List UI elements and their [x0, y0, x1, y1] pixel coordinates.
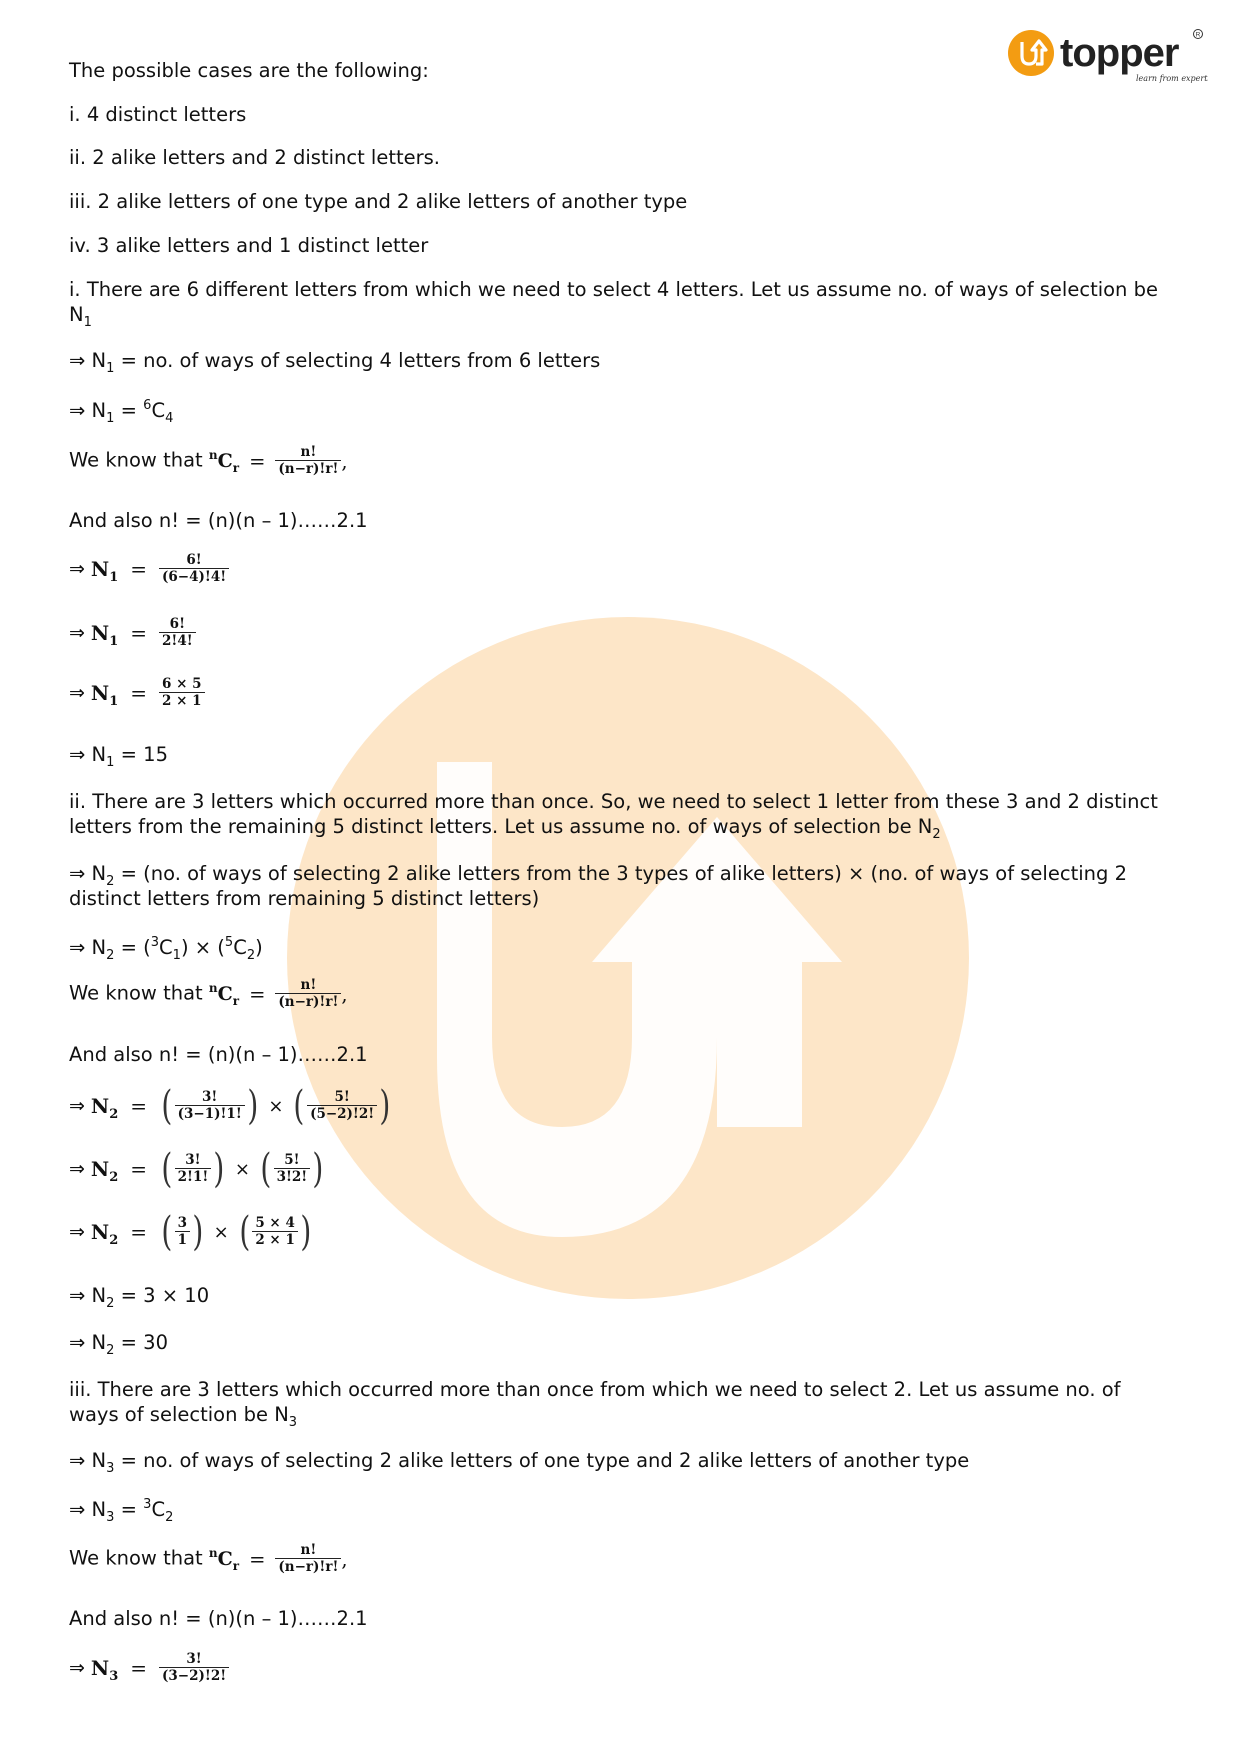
- n2-combination: ⇒ $N_2 = (^3C_1) \times (^5C_2)$: [69, 935, 263, 963]
- n-letter: N: [91, 743, 107, 766]
- n2-symbol: [90, 1094, 119, 1122]
- subscript: r: [232, 460, 240, 475]
- n-letter: N: [90, 1157, 110, 1181]
- denominator: (6−4)!4!: [159, 568, 229, 585]
- n1-value: = 15: [114, 743, 168, 766]
- subscript: 1: [106, 361, 115, 376]
- topper-watermark: [287, 617, 969, 1299]
- superscript: 6: [143, 398, 152, 413]
- equals: =: [130, 621, 148, 645]
- fraction: [159, 617, 196, 649]
- paren-group: ( $\frac{5!}{(5-2)!2!}$ ): [293, 1083, 391, 1129]
- svg-text:topper: topper: [1060, 31, 1179, 75]
- ncr-expression: [209, 978, 348, 1010]
- equals-open: = (: [114, 936, 151, 959]
- n2-definition: [69, 861, 1174, 911]
- ncr-expression: [209, 445, 348, 477]
- denominator: 2!1!: [175, 1168, 212, 1185]
- fraction: [175, 1090, 245, 1122]
- n3-def-text: = no. of ways of selecting 2 alike letters of one type and 2 alike letters of another type: [114, 1449, 970, 1472]
- comma: ,: [341, 1547, 348, 1571]
- part-i-intro: [69, 277, 1174, 330]
- case-iv: [69, 233, 428, 258]
- n-letter: N: [91, 936, 107, 959]
- implies-arrow: ⇒: [69, 1449, 86, 1472]
- superscript: 3: [150, 935, 160, 950]
- numerator: 6 × 5: [162, 676, 202, 692]
- n2-symbol: [90, 1157, 119, 1185]
- n2-symbol: [90, 1220, 119, 1248]
- implies-arrow: ⇒: [69, 936, 86, 959]
- numerator: 3: [177, 1215, 188, 1231]
- n1-step-1: [69, 553, 229, 585]
- implies-arrow: ⇒: [69, 1158, 85, 1180]
- n3-definition: [69, 1448, 970, 1476]
- implies-arrow: ⇒: [69, 1657, 85, 1679]
- part-i-text: i. There are 6 different letters from which we need to select 4 letters. Let us assume no. of ways of selection be N: [69, 278, 1158, 326]
- subscript: 3: [106, 1510, 115, 1525]
- n1-symbol: [90, 681, 119, 709]
- numerator: n!: [300, 1542, 317, 1558]
- c-symbol: C: [217, 1547, 233, 1570]
- n1-definition: [69, 348, 601, 376]
- subscript: 1: [109, 694, 119, 709]
- subscript: 3: [106, 1461, 115, 1476]
- paren-group: ( $\frac{3!}{2!1!}$ ): [161, 1146, 225, 1192]
- factorial-text: And also n! = (n)(n – 1)……2.1: [69, 509, 368, 532]
- equals: =: [130, 1157, 148, 1181]
- ncr-expression: [209, 1543, 348, 1575]
- n-letter: N: [91, 1449, 107, 1472]
- n2-result: [69, 1330, 168, 1358]
- equals: =: [114, 399, 144, 422]
- comma: ,: [341, 449, 348, 473]
- denominator: 2 × 1: [159, 692, 205, 709]
- part-ii-text: ii. There are 3 letters which occurred more than once. So, we need to select 1 letter from these 3 and 2 distinct letters from the remaining 5 distinct letters. Let us assume no. of ways of selection be N: [69, 790, 1158, 838]
- subscript: r: [232, 1558, 240, 1573]
- fraction: [274, 1153, 311, 1185]
- n-letter: N: [90, 1094, 110, 1118]
- superscript: 3: [143, 1497, 152, 1512]
- implies-arrow: ⇒: [69, 1331, 86, 1354]
- n-letter: N: [90, 1220, 110, 1244]
- denominator: (3−2)!2!: [159, 1667, 229, 1684]
- case-i: [69, 102, 246, 127]
- paren-group: ( $\frac{3!}{(3-1)!1!}$ ): [161, 1083, 259, 1129]
- paren-group: ( $\frac{5!}{3!2!}$ ): [260, 1146, 324, 1192]
- n-letter: N: [91, 1284, 107, 1307]
- times: ×: [234, 1158, 250, 1180]
- fraction: [307, 1090, 377, 1122]
- case-iii-label: iii. 2 alike letters of one type and 2 alike letters of another type: [69, 190, 688, 213]
- n-letter: N: [90, 557, 110, 581]
- n2-step-3: [69, 1209, 313, 1255]
- subscript: 1: [83, 315, 92, 330]
- subscript: 1: [106, 755, 115, 770]
- numerator: 3!: [186, 1651, 202, 1667]
- equals: =: [130, 1094, 148, 1118]
- equals: =: [130, 681, 148, 705]
- numerator: 3!: [185, 1152, 201, 1168]
- n2-product: [69, 1283, 210, 1311]
- subscript: 4: [165, 411, 174, 426]
- implies-arrow: ⇒: [69, 743, 86, 766]
- factorial-def-2: [69, 1042, 368, 1067]
- c-symbol: C: [159, 936, 173, 959]
- c-symbol: C: [151, 1498, 166, 1521]
- implies-arrow: ⇒: [69, 1284, 86, 1307]
- case-i-label: i. 4 distinct letters: [69, 103, 247, 126]
- numerator: 5!: [334, 1089, 350, 1105]
- ncr-formula-3: [69, 1543, 348, 1575]
- n1-step-2: [69, 617, 196, 649]
- fraction: [275, 445, 341, 477]
- implies-arrow: ⇒: [69, 862, 86, 885]
- times: ×: [194, 936, 212, 959]
- denominator: (n−r)!r!: [275, 460, 341, 477]
- subscript: 2: [246, 948, 256, 963]
- n-letter: N: [90, 621, 110, 645]
- subscript: 1: [109, 570, 119, 585]
- equals: =: [249, 449, 266, 473]
- part-iii-text: iii. There are 3 letters which occurred more than once from which we need to select 2. Let us assume no. of ways of selection be N: [69, 1378, 1121, 1426]
- times: ×: [213, 1221, 229, 1243]
- n1-lhs: ⇒ N: [69, 349, 107, 372]
- subscript: 3: [288, 1415, 298, 1430]
- numerator: n!: [300, 444, 317, 460]
- svg-text:R: R: [1195, 31, 1201, 39]
- know-label: We know that: [69, 981, 203, 1005]
- comma: ,: [341, 982, 348, 1006]
- factorial-def-3: [69, 1606, 368, 1631]
- implies-arrow: ⇒: [69, 682, 85, 704]
- subscript: 2: [106, 948, 115, 963]
- factorial-def-1: [69, 508, 368, 533]
- numerator: 6!: [186, 552, 202, 568]
- factorial-text: And also n! = (n)(n – 1)……2.1: [69, 1043, 368, 1066]
- n-letter: N: [91, 862, 107, 885]
- denominator: 1: [175, 1231, 190, 1248]
- n1-combination: [69, 398, 174, 426]
- paren-group: ( $\frac{3}{1}$ ): [161, 1209, 204, 1255]
- n1-symbol: [90, 621, 119, 649]
- superscript: 5: [224, 935, 234, 950]
- subscript: 2: [106, 874, 115, 889]
- ncr-formula-2: [69, 978, 348, 1010]
- know-label: We know that: [69, 1546, 203, 1570]
- c-symbol: C: [217, 449, 233, 472]
- n3-symbol: [90, 1656, 119, 1684]
- fraction: [159, 677, 205, 709]
- topper-logo: [1008, 26, 1208, 88]
- subscript: 2: [165, 1510, 174, 1525]
- denominator: (n−r)!r!: [275, 1558, 341, 1575]
- implies-arrow: ⇒: [69, 622, 85, 644]
- fraction: [175, 1216, 190, 1248]
- case-ii: [69, 145, 440, 170]
- n-letter: N: [90, 1656, 110, 1680]
- subscript: 3: [109, 1669, 119, 1684]
- superscript: n: [208, 980, 218, 995]
- subscript: 1: [106, 411, 115, 426]
- numerator: 5 × 4: [255, 1215, 295, 1231]
- subscript: 2: [109, 1233, 119, 1248]
- c-symbol: C: [233, 936, 247, 959]
- equals: =: [249, 982, 266, 1006]
- n2-product-text: = 3 × 10: [114, 1284, 210, 1307]
- n2-step-1: [69, 1083, 393, 1129]
- n2-def-text: = (no. of ways of selecting 2 alike letters from the 3 types of alike letters) × (no. of ways of selecting 2 distinct letters from remaining 5 distinct letters): [69, 862, 1127, 910]
- factorial-text: And also n! = (n)(n – 1)……2.1: [69, 1607, 368, 1630]
- implies-arrow: ⇒: [69, 1221, 85, 1243]
- subscript: 2: [932, 827, 941, 842]
- equals: =: [130, 557, 148, 581]
- c-symbol: C: [217, 982, 233, 1005]
- n1-lhs: ⇒ N: [69, 399, 107, 422]
- fraction: [252, 1216, 298, 1248]
- subscript: r: [232, 993, 240, 1008]
- n1-step-3: [69, 677, 205, 709]
- denominator: (3−1)!1!: [175, 1105, 245, 1122]
- denominator: (n−r)!r!: [275, 993, 341, 1010]
- n-letter: N: [90, 681, 110, 705]
- numerator: 5!: [284, 1152, 300, 1168]
- equals: =: [120, 1498, 137, 1521]
- fraction: [175, 1153, 212, 1185]
- implies-arrow: ⇒: [69, 558, 85, 580]
- equals: =: [249, 1547, 266, 1571]
- n3-combination: [69, 1497, 174, 1525]
- denominator: (5−2)!2!: [307, 1105, 377, 1122]
- n1-symbol: [90, 557, 119, 585]
- n-letter: N: [91, 1498, 107, 1521]
- fraction: [275, 978, 341, 1010]
- topper-logo-mark: [1008, 26, 1208, 88]
- implies-arrow: ⇒: [69, 1095, 85, 1117]
- superscript: n: [208, 1545, 218, 1560]
- ncr-formula-1: [69, 445, 348, 477]
- ncr-symbol: [209, 1547, 239, 1572]
- denominator: 2 × 1: [252, 1231, 298, 1248]
- numerator: 6!: [169, 616, 185, 632]
- paren-group: ( $\frac{5 \times 4}{2 \times 1}$ ): [239, 1209, 312, 1255]
- part-ii-intro: [69, 789, 1174, 842]
- subscript: 1: [109, 634, 119, 649]
- case-iv-label: iv. 3 alike letters and 1 distinct letter: [69, 234, 429, 257]
- subscript: 2: [106, 1296, 115, 1311]
- n1-def-text: = no. of ways of selecting 4 letters from 6 letters: [114, 349, 601, 372]
- times: ×: [268, 1095, 284, 1117]
- n2-step-2: [69, 1146, 326, 1192]
- subscript: 2: [109, 1170, 119, 1185]
- ncr-symbol: [209, 982, 239, 1007]
- intro-text: [69, 58, 429, 83]
- subscript: 2: [106, 1343, 115, 1358]
- implies-arrow: ⇒: [69, 1498, 86, 1521]
- know-label: We know that: [69, 448, 203, 472]
- equals: =: [130, 1220, 148, 1244]
- ncr-symbol: [209, 449, 239, 474]
- denominator: 2!4!: [159, 632, 196, 649]
- numerator: 3!: [202, 1089, 218, 1105]
- n3-step-1: [69, 1652, 229, 1684]
- intro-label: The possible cases are the following:: [69, 59, 429, 82]
- denominator: 3!2!: [274, 1168, 311, 1185]
- subscript: 2: [109, 1107, 119, 1122]
- subscript: 1: [172, 948, 181, 963]
- numerator: n!: [300, 977, 317, 993]
- n2-value: = 30: [114, 1331, 168, 1354]
- c-symbol: C: [151, 399, 166, 422]
- equals: =: [130, 1656, 148, 1680]
- fraction: [159, 1652, 229, 1684]
- fraction: [159, 553, 229, 585]
- part-iii-intro: [69, 1377, 1174, 1430]
- fraction: [275, 1543, 341, 1575]
- case-ii-label: ii. 2 alike letters and 2 distinct letters.: [69, 146, 441, 169]
- case-iii: [69, 189, 687, 214]
- superscript: n: [208, 447, 218, 462]
- n1-result: [69, 742, 168, 770]
- svg-text:learn from experts: learn from experts: [1136, 74, 1208, 83]
- n-letter: N: [91, 1331, 107, 1354]
